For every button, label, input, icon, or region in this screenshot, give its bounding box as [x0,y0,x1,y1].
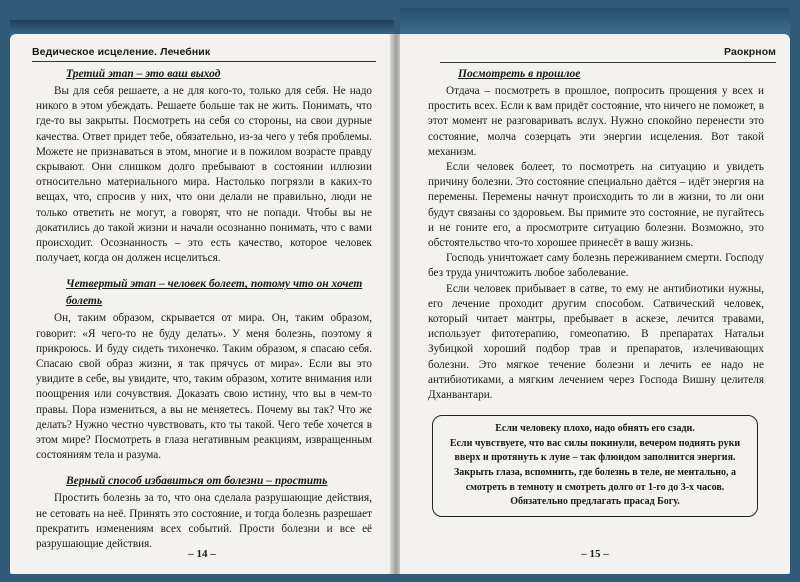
left-page [10,34,394,574]
right-page-content [428,66,764,517]
box-line: Закрыть глаза, вспомнить, где болезнь в теле, не ментально, а смотреть в темноту и смотреть долго от 1-го до 3-х часов. [453,467,737,493]
page-number-right: – 15 – [581,548,609,560]
paragraph: Господь уничтожает саму болезнь переживанием смерти. Господу без труда уничтожить любое заболевание. [428,252,764,280]
header-rule-right [440,62,776,63]
header-rule-left [32,61,376,62]
left-page-content [36,66,372,552]
box-line: Обязательно предлагать прасад Богу. [510,496,680,508]
cover-edge-right [400,8,790,36]
paragraph: Вы для себя решаете, а не для кого-то, только для себя. Не надо никого в этом убеждать. Решаете больше так не жить. Понимать, что где-то вы закрыты. Посмотреть на себя со стороны, на свои дурные качества. Ответ придет тебе, обязательно, из-за чего у тебя проблемы. Можете не признаваться в этом, многие и в пожилом возрасте правду скрывают. Они слишком долго пребывают в состоянии иллюзии относительно материального мира. Настолько погрязли в каких-то вещах, что, спросив у них, что они делали не правильно, люди не только ответить не могут, а говорят, что не попади. Чтобы вы не докатились до такой жизни и начали осознанно понимать, что с вами происходит. Осознанность – это есть качество, которое человек получает, когда он должен исцелиться. [36,85,372,265]
right-page [400,34,790,574]
paragraph: Простить болезнь за то, что она сделала разрушающие действия, не сетовать на неё. Принять это состояние, и тогда болезнь разрешает прекратить изменениям всех событий. Прости болезни и все её разрушающие действия. [36,492,372,551]
paragraph: Отдача – посмотреть в прошлое, попросить прощения у всех и простить всех. Если к вам придёт состояние, что ничего не поможет, в этот момент не разговаривать вслух. Нужно спокойно перенести это состояние, молча созерцать эти энергии исцеления. Вот такой механизм. [428,85,764,158]
highlight-box [432,415,758,517]
section-heading: Третий этап – это ваш выход [66,68,221,80]
box-line: Если чувствуете, что вас силы покинули, вечером поднять руки вверх и протянуть к луне – так флюидом заполнится энергия. [449,437,741,464]
section-heading: Четвертый этап – человек болеет, потому что он хочет болеть [66,278,363,308]
running-head-right: Раокрном [724,46,776,58]
box-line: Если человеку плохо, надо обнять его сзади. [495,423,695,435]
section-heading: Верный способ избавиться от болезни – простить [66,475,328,488]
section-heading: Посмотреть в прошлое [458,68,581,80]
paragraph: Если человек болеет, то посмотреть на ситуацию и увидеть причину болезни. Это состояние специально даётся – идёт энергия на перемены. Перемены начнут происходить то ли в жизни, то ли они будут связаны со здоровьем. Вы примите это состояние, не пугайтесь и не гоните его, а просмотрите ситуацию болезни. Возможно, это обстоятельство что-то хорошее принесёт в вашу жизнь. [428,161,764,250]
page-number-left: – 14 – [188,548,216,560]
running-head-left: Ведическое исцеление. Лечебник [32,46,211,58]
paragraph: Если человек прибывает в сатве, то ему не антибиотики нужны, его лечение проходит другим способом. Сатвический человек, который читает мантры, пребывает в аскезе, лечится травами, использует фитотерапию, гомеопатию. В препаратах Натальи Зубицкой хороший подбор трав и препаратов, излечивающих болезни. Это мягкое течение болезни и лечить ее надо не антибиотиками, а мягким лечением через Господа Вишну целителя Дханвантари. [428,282,764,402]
paragraph: Он, таким образом, скрывается от мира. Он, таким образом, говорит: «Я чего-то не буду делать». У меня болезнь, поэтому я прикроюсь. И буду сидеть тихонечко. Таким образом, я спасаю себя. Спасаю свой образ жизни, я так прячусь от мира». Если вы это увидите в себе, вы увидите, что, таким образом, хотите внимания или поощрения или сочувствия. Доказать свою истину, что вы в чем-то правы. Пора измениться, а вы не меняетесь. Почему вы так? Что же делать? Нужно честно чувствовать, кто ты такой. Чего тебе хочется в этом мире? Посмотреть в глаза негативным реакциям, извращенным состояниям тела и разума. [36,312,372,462]
